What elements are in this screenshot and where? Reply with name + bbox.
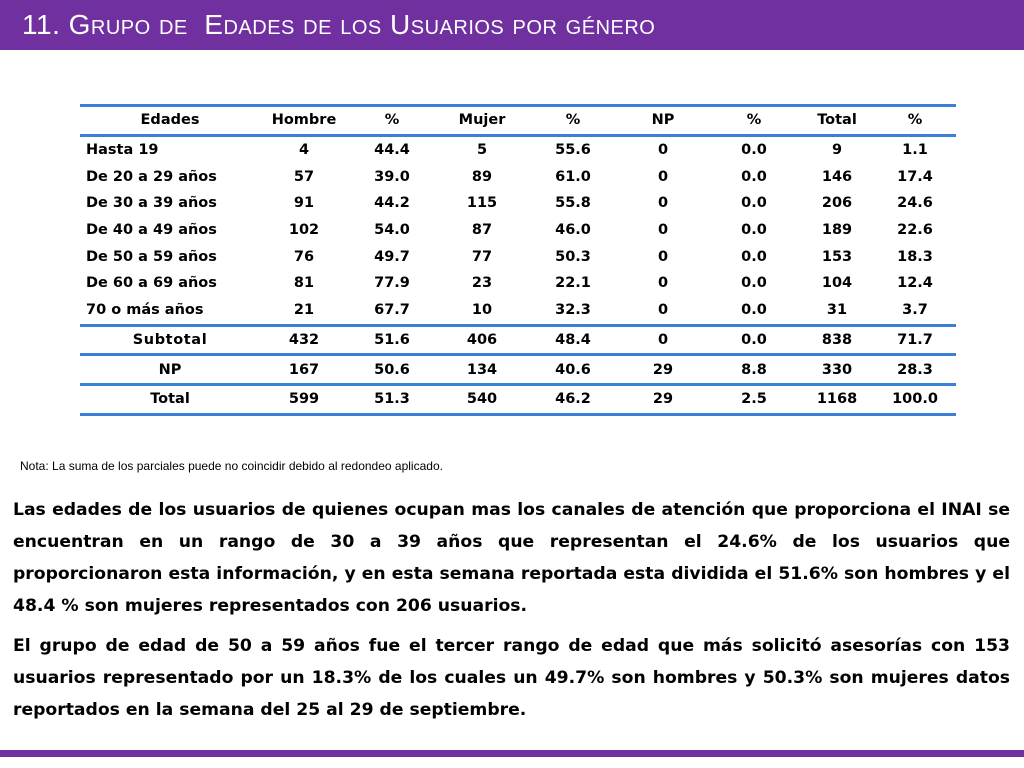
table-row	[80, 297, 956, 325]
table-cell: 0.0	[741, 195, 767, 212]
table-cell: 17.4	[897, 168, 933, 185]
table-cell: 153	[821, 248, 853, 265]
table-cell: 87	[471, 222, 493, 239]
column-header: %	[874, 106, 956, 136]
table-cell: 0.0	[741, 248, 767, 265]
table-cell: 102	[288, 222, 320, 239]
table-cell: 12.4	[897, 275, 933, 292]
table-cell: 0	[657, 222, 669, 239]
table-cell: 3.7	[902, 302, 928, 319]
table-cell: 29	[618, 384, 708, 414]
table-cell: De 20 a 29 años	[86, 168, 217, 185]
table-cell: NP	[80, 355, 260, 385]
table-cell: 32.3	[555, 302, 591, 319]
table-cell: 0	[657, 275, 669, 292]
table-cell: 0	[657, 302, 669, 319]
column-header: Mujer	[436, 106, 528, 136]
table-cell: 22.1	[555, 275, 591, 292]
table-cell: 0	[618, 325, 708, 355]
table-cell: 134	[436, 355, 528, 385]
np-row	[80, 355, 956, 385]
table-cell: 1.1	[902, 142, 928, 159]
table-cell: 22.6	[897, 222, 933, 239]
column-header: %	[348, 106, 436, 136]
table-cell: 50.6	[348, 355, 436, 385]
table-cell: 39.0	[374, 168, 410, 185]
table-cell: 76	[293, 248, 315, 265]
table-cell: 77.9	[374, 275, 410, 292]
table-cell: 77	[471, 248, 493, 265]
table-cell: 18.3	[897, 248, 933, 265]
table-cell: 330	[800, 355, 874, 385]
table-cell: 4	[298, 142, 310, 159]
table-row	[80, 217, 956, 244]
table-cell: 0.0	[741, 302, 767, 319]
table-cell: 540	[436, 384, 528, 414]
total-row	[80, 384, 956, 414]
table-cell: 838	[800, 325, 874, 355]
table-cell: Hasta 19	[86, 142, 159, 159]
table-cell: 91	[293, 195, 315, 212]
table-cell: 29	[618, 355, 708, 385]
table-cell: 21	[293, 302, 315, 319]
title-bar	[0, 0, 1024, 50]
table-cell: 61.0	[555, 168, 591, 185]
table-cell: 206	[821, 195, 853, 212]
table-cell: 55.8	[555, 195, 591, 212]
table-cell: 46.0	[555, 222, 591, 239]
table-cell: 2.5	[708, 384, 800, 414]
column-header: %	[708, 106, 800, 136]
summary-paragraph: El grupo de edad de 50 a 59 años fue el tercer rango de edad que más solicitó asesorías con 153 usuarios representado por un 18.3% de los cuales un 49.7% son hombres y 50.3% son mujeres datos reportados en la semana del 25 al 29 de septiembre.	[13, 636, 1010, 720]
table-cell: 0	[657, 248, 669, 265]
table-cell: 44.4	[374, 142, 410, 159]
table-cell: 89	[471, 168, 493, 185]
table-cell: De 30 a 39 años	[86, 195, 217, 212]
table-row	[80, 190, 956, 217]
table-cell: 0.0	[741, 142, 767, 159]
table-cell: 100.0	[874, 384, 956, 414]
table-cell: 23	[471, 275, 493, 292]
table-cell: 51.6	[348, 325, 436, 355]
table-cell: 599	[260, 384, 348, 414]
table-cell: 28.3	[874, 355, 956, 385]
table-cell: 57	[293, 168, 315, 185]
column-header: Edades	[80, 106, 260, 136]
column-header: Total	[800, 106, 874, 136]
table-cell: 115	[466, 195, 498, 212]
table-note: Nota: La suma de los parciales puede no coincidir debido al redondeo aplicado.	[20, 459, 443, 473]
subtotal-row	[80, 325, 956, 355]
column-header: Hombre	[260, 106, 348, 136]
table-cell: Total	[80, 384, 260, 414]
table-cell: 54.0	[374, 222, 410, 239]
table-cell: 49.7	[374, 248, 410, 265]
table-cell: 55.6	[555, 142, 591, 159]
table-cell: 5	[476, 142, 488, 159]
table-cell: 0.0	[708, 325, 800, 355]
column-header: %	[528, 106, 618, 136]
table-cell: 406	[436, 325, 528, 355]
table-row	[80, 163, 956, 190]
summary-text	[13, 494, 1010, 734]
table-cell: 70 o más años	[86, 302, 204, 319]
table-cell: 10	[471, 302, 493, 319]
table-cell: De 60 a 69 años	[86, 275, 217, 292]
summary-paragraph: Las edades de los usuarios de quienes ocupan mas los canales de atención que proporciona el INAI se encuentran en un rango de 30 a 39 años que representan el 24.6% de los usuarios que proporcionaron esta información, y en esta semana reportada esta dividida el 51.6% son hombres y el 48.4 % son mujeres representados con 206 usuarios.	[13, 500, 1010, 616]
table-cell: 1168	[800, 384, 874, 414]
table-cell: 46.2	[528, 384, 618, 414]
table-cell: 8.8	[708, 355, 800, 385]
table-cell: 81	[293, 275, 315, 292]
footer-bar	[0, 750, 1024, 757]
table-header-row	[80, 106, 956, 136]
page-title: 11. Grupo de Edades de los Usuarios por género	[22, 9, 656, 40]
table-cell: 44.2	[374, 195, 410, 212]
table-cell: 0	[657, 142, 669, 159]
table-cell: 104	[821, 275, 853, 292]
table-cell: 0	[657, 168, 669, 185]
table-cell: 9	[831, 142, 843, 159]
table-cell: 0.0	[741, 275, 767, 292]
column-header: NP	[618, 106, 708, 136]
table-cell: 0	[657, 195, 669, 212]
table-cell: 0.0	[741, 168, 767, 185]
table-row	[80, 243, 956, 270]
table-cell: 189	[821, 222, 853, 239]
table-cell: 24.6	[897, 195, 933, 212]
table-cell: 48.4	[528, 325, 618, 355]
table-cell: De 50 a 59 años	[86, 248, 217, 265]
table-cell: 40.6	[528, 355, 618, 385]
table-cell: 0.0	[741, 222, 767, 239]
table-cell: 67.7	[374, 302, 410, 319]
table-cell: 71.7	[874, 325, 956, 355]
table-cell: 31	[826, 302, 848, 319]
table-cell: Subtotal	[80, 325, 260, 355]
table-cell: 167	[260, 355, 348, 385]
table-cell: 51.3	[348, 384, 436, 414]
table-cell: 432	[260, 325, 348, 355]
age-gender-table	[80, 104, 956, 416]
table-row	[80, 135, 956, 163]
age-gender-table-container	[80, 104, 956, 416]
table-row	[80, 270, 956, 297]
table-cell: De 40 a 49 años	[86, 222, 217, 239]
table-cell: 146	[821, 168, 853, 185]
table-cell: 50.3	[555, 248, 591, 265]
